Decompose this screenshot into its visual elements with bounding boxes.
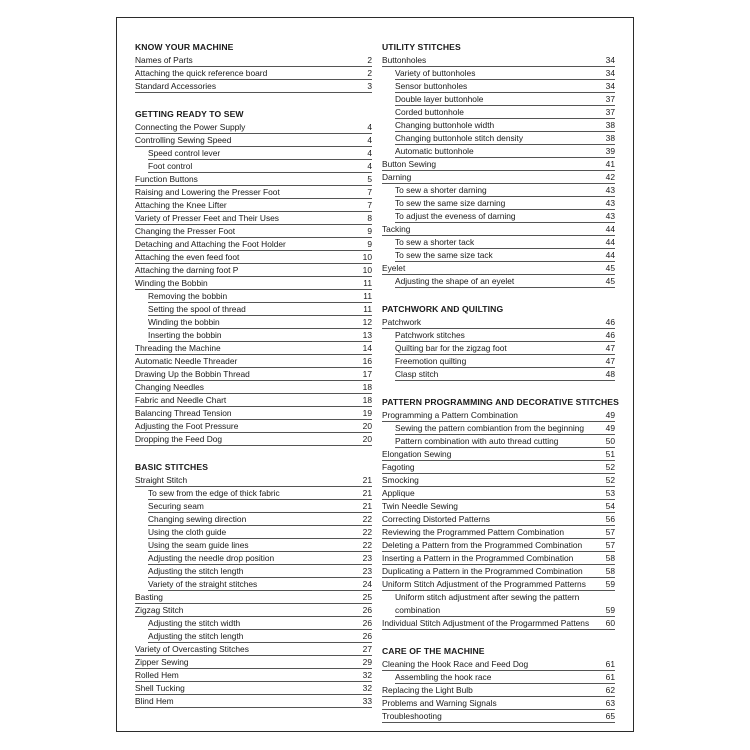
toc-page <box>116 17 634 732</box>
toc-entry-page-number: 49 <box>605 410 615 420</box>
toc-entry-title: Reviewing the Programmed Pattern Combination <box>382 527 565 537</box>
toc-entry-page-number: 2 <box>367 68 372 78</box>
toc-entry <box>382 578 615 591</box>
section-heading: CARE OF THE MACHINE <box>382 646 485 656</box>
toc-entry <box>148 565 372 578</box>
toc-entry <box>135 433 372 446</box>
toc-entry-title: Corded buttonhole <box>395 107 464 117</box>
toc-entry <box>148 526 372 539</box>
toc-entry-page-number: 29 <box>362 657 372 667</box>
toc-entry-page-number: 4 <box>367 122 372 132</box>
toc-entry <box>135 199 372 212</box>
toc-entry-page-number: 20 <box>362 421 372 431</box>
toc-entry <box>135 643 372 656</box>
toc-entry-title: Foot control <box>148 161 193 171</box>
toc-left-column <box>135 41 372 723</box>
toc-entry-page-number: 38 <box>605 120 615 130</box>
toc-entry-page-number: 46 <box>605 317 615 327</box>
toc-entry <box>395 329 615 342</box>
toc-entry-page-number: 52 <box>605 462 615 472</box>
toc-entry-title: Basting <box>135 592 163 602</box>
toc-entry-title: Straight Stitch <box>135 475 188 485</box>
toc-entry-title: To sew a shorter tack <box>395 237 475 247</box>
toc-entry-page-number: 9 <box>367 239 372 249</box>
toc-entry <box>382 474 615 487</box>
toc-entry-title: Drawing Up the Bobbin Thread <box>135 369 250 379</box>
toc-entry <box>382 552 615 565</box>
toc-entry <box>148 303 372 316</box>
toc-entry-page-number: 53 <box>605 488 615 498</box>
toc-entry <box>148 147 372 160</box>
toc-entry-page-number: 26 <box>362 618 372 628</box>
toc-entry <box>135 420 372 433</box>
toc-entry <box>395 197 615 210</box>
toc-entry-page-number: 44 <box>605 250 615 260</box>
toc-entry-title: Cleaning the Hook Race and Feed Dog <box>382 659 529 669</box>
toc-entry-title: Duplicating a Pattern in the Programmed Combination <box>382 566 583 576</box>
toc-entry-page-number: 50 <box>605 436 615 446</box>
toc-section-basic-stitches <box>135 461 372 708</box>
toc-section-patchwork-and-quilting <box>382 303 615 381</box>
toc-entry <box>135 225 372 238</box>
toc-entry <box>395 184 615 197</box>
toc-entry <box>135 251 372 264</box>
toc-entry-title: Setting the spool of thread <box>148 304 246 314</box>
toc-entry-title: Using the seam guide lines <box>148 540 249 550</box>
toc-entry-page-number: 65 <box>605 711 615 721</box>
toc-section-know-your-machine <box>135 41 372 93</box>
toc-entry <box>382 316 615 329</box>
toc-entry-title: Speed control lever <box>148 148 221 158</box>
toc-entry-page-number: 51 <box>605 449 615 459</box>
toc-entry <box>148 617 372 630</box>
toc-entry-title: Rolled Hem <box>135 670 179 680</box>
toc-entry-page-number: 8 <box>367 213 372 223</box>
toc-entry-page-number: 17 <box>362 369 372 379</box>
toc-entry <box>135 277 372 290</box>
toc-entry-page-number: 38 <box>605 133 615 143</box>
toc-entry-title: Patchwork <box>382 317 422 327</box>
toc-entry <box>148 500 372 513</box>
toc-entry-page-number: 16 <box>362 356 372 366</box>
toc-entry-title: Using the cloth guide <box>148 527 227 537</box>
toc-entry-page-number: 58 <box>605 566 615 576</box>
toc-entry-page-number: 48 <box>605 369 615 379</box>
toc-entry-page-number: 21 <box>362 501 372 511</box>
toc-entry-page-number: 22 <box>362 540 372 550</box>
toc-entry-page-number: 52 <box>605 475 615 485</box>
toc-entry-page-number: 44 <box>605 224 615 234</box>
toc-entry <box>135 134 372 147</box>
toc-entry-page-number: 11 <box>363 278 372 288</box>
toc-entry-title: Fabric and Needle Chart <box>135 395 227 405</box>
toc-entry <box>395 67 615 80</box>
toc-entry <box>135 604 372 617</box>
toc-entry-title: Patchwork stitches <box>395 330 465 340</box>
toc-entry-title: Adjusting the stitch length <box>148 631 244 641</box>
toc-entry <box>395 145 615 158</box>
toc-entry <box>382 158 615 171</box>
toc-entry-page-number: 11 <box>363 304 372 314</box>
toc-entry-title: Smocking <box>382 475 419 485</box>
toc-entry-page-number: 18 <box>362 395 372 405</box>
toc-entry-page-number: 54 <box>605 501 615 511</box>
toc-entry-title: Attaching the Knee Lifter <box>135 200 227 210</box>
toc-entry-title: Securing seam <box>148 501 204 511</box>
toc-entry-page-number: 21 <box>362 475 372 485</box>
toc-entry-title: To sew a shorter darning <box>395 185 487 195</box>
toc-entry <box>135 368 372 381</box>
toc-entry-title: Elongation Sewing <box>382 449 452 459</box>
toc-entry-title: Zipper Sewing <box>135 657 189 667</box>
toc-entry-title: Threading the Machine <box>135 343 221 353</box>
toc-entry-page-number: 21 <box>362 488 372 498</box>
toc-entry-page-number: 45 <box>605 276 615 286</box>
toc-entry <box>382 684 615 697</box>
toc-entry <box>135 407 372 420</box>
toc-entry-title: Adjusting the shape of an eyelet <box>395 276 515 286</box>
toc-entry <box>135 355 372 368</box>
toc-entry-page-number: 9 <box>367 226 372 236</box>
toc-entry-title: Adjusting the Foot Pressure <box>135 421 239 431</box>
toc-entry-title: Button Sewing <box>382 159 437 169</box>
toc-entry-title: combination <box>395 605 441 615</box>
toc-entry <box>382 526 615 539</box>
toc-entry <box>135 591 372 604</box>
toc-entry <box>382 500 615 513</box>
toc-entry-page-number: 47 <box>605 356 615 366</box>
toc-section-pattern-programming-and-decorative-stitches <box>382 396 619 630</box>
toc-entry <box>395 671 615 684</box>
toc-entry-page-number: 4 <box>367 135 372 145</box>
toc-right-column <box>382 41 619 738</box>
toc-entry-title: Changing the Presser Foot <box>135 226 236 236</box>
toc-entry-page-number: 49 <box>605 423 615 433</box>
toc-entry <box>382 513 615 526</box>
toc-entry-title: Sensor buttonholes <box>395 81 468 91</box>
section-heading: BASIC STITCHES <box>135 462 209 472</box>
toc-entry <box>382 262 615 275</box>
toc-entry-page-number: 44 <box>605 237 615 247</box>
toc-entry <box>395 368 615 381</box>
toc-entry-title: Deleting a Pattern from the Programmed Combination <box>382 540 583 550</box>
toc-entry <box>148 329 372 342</box>
toc-entry-title: Attaching the even feed foot <box>135 252 240 262</box>
toc-entry-page-number: 34 <box>605 81 615 91</box>
toc-entry-page-number: 19 <box>362 408 372 418</box>
toc-entry <box>148 160 372 173</box>
toc-entry-page-number: 32 <box>362 683 372 693</box>
toc-entry-title: Quilting bar for the zigzag foot <box>395 343 507 353</box>
toc-entry-title: Changing sewing direction <box>148 514 247 524</box>
toc-entry <box>395 604 615 617</box>
toc-entry <box>395 355 615 368</box>
toc-entry <box>382 223 615 236</box>
section-heading: PATTERN PROGRAMMING AND DECORATIVE STITCHES <box>382 397 619 407</box>
toc-entry <box>395 591 615 604</box>
toc-entry-title: Uniform stitch adjustment after sewing the pattern <box>395 592 580 602</box>
toc-entry-page-number: 33 <box>362 696 372 706</box>
toc-entry-page-number: 7 <box>367 200 372 210</box>
toc-entry <box>135 695 372 708</box>
toc-entry-title: Buttonholes <box>382 55 427 65</box>
toc-entry-title: Connecting the Power Supply <box>135 122 246 132</box>
toc-entry-title: Automatic buttonhole <box>395 146 474 156</box>
toc-entry-title: Attaching the quick reference board <box>135 68 268 78</box>
toc-entry-page-number: 34 <box>605 68 615 78</box>
toc-entry <box>382 617 615 630</box>
toc-entry <box>148 552 372 565</box>
toc-entry <box>382 697 615 710</box>
toc-entry-title: Eyelet <box>382 263 406 273</box>
toc-entry-page-number: 13 <box>362 330 372 340</box>
toc-entry-title: Individual Stitch Adjustment of the Progarmmed Pattens <box>382 618 590 628</box>
section-heading: UTILITY STITCHES <box>382 42 461 52</box>
toc-entry-page-number: 20 <box>362 434 372 444</box>
toc-entry <box>148 630 372 643</box>
toc-entry-page-number: 61 <box>605 672 615 682</box>
toc-entry-title: Removing the bobbin <box>148 291 228 301</box>
toc-entry <box>135 381 372 394</box>
toc-entry <box>148 539 372 552</box>
section-heading: KNOW YOUR MACHINE <box>135 42 234 52</box>
toc-entry <box>395 93 615 106</box>
toc-entry <box>135 238 372 251</box>
toc-entry <box>148 290 372 303</box>
toc-entry-title: Double layer buttonhole <box>395 94 484 104</box>
toc-entry-title: Adjusting the needle drop position <box>148 553 275 563</box>
section-heading: PATCHWORK AND QUILTING <box>382 304 504 314</box>
toc-entry <box>382 487 615 500</box>
toc-entry <box>395 210 615 223</box>
toc-entry-page-number: 37 <box>605 94 615 104</box>
toc-entry-title: Freemotion quilting <box>395 356 467 366</box>
toc-entry <box>135 264 372 277</box>
toc-entry-title: Automatic Needle Threader <box>135 356 238 366</box>
toc-entry-title: To sew the same size tack <box>395 250 493 260</box>
toc-entry-title: Inserting a Pattern in the Programmed Combination <box>382 553 574 563</box>
toc-entry <box>382 658 615 671</box>
toc-entry-page-number: 23 <box>362 566 372 576</box>
toc-entry-page-number: 10 <box>362 252 372 262</box>
toc-entry-page-number: 57 <box>605 527 615 537</box>
toc-entry <box>395 422 615 435</box>
toc-entry-page-number: 11 <box>363 291 372 301</box>
toc-entry-title: Adjusting the stitch length <box>148 566 244 576</box>
toc-section-utility-stitches <box>382 41 615 288</box>
toc-entry-page-number: 32 <box>362 670 372 680</box>
toc-entry-page-number: 47 <box>605 343 615 353</box>
toc-entry <box>135 212 372 225</box>
toc-entry-title: Problems and Warning Signals <box>382 698 497 708</box>
toc-entry-page-number: 42 <box>605 172 615 182</box>
toc-entry <box>135 173 372 186</box>
toc-entry-page-number: 4 <box>367 161 372 171</box>
toc-entry-title: Winding the Bobbin <box>135 278 208 288</box>
toc-entry-page-number: 22 <box>362 514 372 524</box>
toc-entry <box>135 80 372 93</box>
toc-entry-page-number: 27 <box>362 644 372 654</box>
toc-entry-page-number: 61 <box>605 659 615 669</box>
toc-entry-title: Dropping the Feed Dog <box>135 434 223 444</box>
toc-entry-title: Variety of Presser Feet and Their Uses <box>135 213 279 223</box>
toc-entry-page-number: 25 <box>362 592 372 602</box>
toc-entry-page-number: 22 <box>362 527 372 537</box>
section-heading: GETTING READY TO SEW <box>135 109 244 119</box>
toc-entry-page-number: 34 <box>605 55 615 65</box>
toc-entry-page-number: 5 <box>367 174 372 184</box>
toc-entry <box>135 67 372 80</box>
toc-entry-title: Variety of the straight stitches <box>148 579 258 589</box>
toc-entry-title: Variety of buttonholes <box>395 68 476 78</box>
toc-entry <box>395 249 615 262</box>
toc-entry-page-number: 60 <box>605 618 615 628</box>
toc-entry-title: Attaching the darning foot P <box>135 265 239 275</box>
toc-entry-title: Changing buttonhole width <box>395 120 495 130</box>
toc-entry-title: Standard Accessories <box>135 81 217 91</box>
toc-entry-title: Changing buttonhole stitch density <box>395 133 524 143</box>
toc-entry-title: Sewing the pattern combiantion from the beginning <box>395 423 585 433</box>
toc-entry-page-number: 46 <box>605 330 615 340</box>
toc-entry <box>135 342 372 355</box>
toc-entry <box>395 106 615 119</box>
toc-entry <box>135 121 372 134</box>
toc-entry-title: Adjusting the stitch width <box>148 618 241 628</box>
toc-entry <box>148 487 372 500</box>
toc-entry <box>382 539 615 552</box>
toc-entry-title: Assembling the hook race <box>395 672 492 682</box>
toc-entry-page-number: 10 <box>362 265 372 275</box>
toc-entry <box>382 54 615 67</box>
toc-entry-page-number: 39 <box>605 146 615 156</box>
toc-entry-page-number: 26 <box>362 605 372 615</box>
toc-entry-title: Tacking <box>382 224 411 234</box>
toc-entry <box>148 578 372 591</box>
toc-entry-page-number: 62 <box>605 685 615 695</box>
toc-entry-page-number: 56 <box>605 514 615 524</box>
toc-entry <box>382 710 615 723</box>
toc-entry-page-number: 43 <box>605 198 615 208</box>
toc-entry-title: To sew the same size darning <box>395 198 506 208</box>
toc-entry-title: Clasp stitch <box>395 369 439 379</box>
toc-entry <box>382 565 615 578</box>
toc-entry-page-number: 43 <box>605 185 615 195</box>
toc-entry-title: Winding the bobbin <box>148 317 220 327</box>
toc-entry-title: Uniform Stitch Adjustment of the Programmed Patterns <box>382 579 586 589</box>
toc-entry-title: Fagoting <box>382 462 415 472</box>
toc-entry-page-number: 59 <box>605 605 615 615</box>
toc-entry-page-number: 59 <box>605 579 615 589</box>
toc-entry <box>395 342 615 355</box>
toc-section-care-of-the-machine <box>382 645 615 723</box>
toc-entry-title: Twin Needle Sewing <box>382 501 458 511</box>
toc-entry-page-number: 26 <box>362 631 372 641</box>
toc-entry-page-number: 4 <box>367 148 372 158</box>
toc-entry <box>135 669 372 682</box>
toc-entry-title: Programming a Pattern Combination <box>382 410 518 420</box>
toc-entry-page-number: 45 <box>605 263 615 273</box>
toc-entry <box>395 119 615 132</box>
toc-entry-title: Replacing the Light Bulb <box>382 685 473 695</box>
toc-entry-title: Troubleshooting <box>382 711 442 721</box>
toc-entry-page-number: 63 <box>605 698 615 708</box>
toc-entry-page-number: 3 <box>367 81 372 91</box>
toc-entry <box>382 171 615 184</box>
toc-entry-title: Applique <box>382 488 415 498</box>
toc-entry <box>395 435 615 448</box>
toc-entry <box>148 316 372 329</box>
toc-section-getting-ready-to-sew <box>135 108 372 446</box>
toc-entry-page-number: 24 <box>362 579 372 589</box>
toc-entry-title: Controlling Sewing Speed <box>135 135 232 145</box>
toc-entry <box>148 513 372 526</box>
toc-entry-title: To adjust the eveness of darning <box>395 211 516 221</box>
toc-entry <box>395 236 615 249</box>
toc-entry <box>135 682 372 695</box>
toc-entry-title: To sew from the edge of thick fabric <box>148 488 280 498</box>
toc-entry <box>395 132 615 145</box>
toc-entry <box>382 448 615 461</box>
toc-entry-page-number: 43 <box>605 211 615 221</box>
toc-entry-title: Inserting the bobbin <box>148 330 222 340</box>
toc-entry <box>382 409 615 422</box>
toc-entry-title: Names of Parts <box>135 55 193 65</box>
toc-entry-title: Correcting Distorted Patterns <box>382 514 490 524</box>
toc-entry-title: Blind Hem <box>135 696 174 706</box>
toc-entry-title: Zigzag Stitch <box>135 605 184 615</box>
toc-entry-title: Variety of Overcasting Stitches <box>135 644 249 654</box>
toc-entry-page-number: 12 <box>362 317 372 327</box>
toc-entry-page-number: 18 <box>362 382 372 392</box>
toc-entry <box>135 656 372 669</box>
toc-entry-title: Balancing Thread Tension <box>135 408 232 418</box>
toc-entry <box>135 186 372 199</box>
toc-entry-title: Darning <box>382 172 412 182</box>
toc-entry <box>135 54 372 67</box>
toc-entry <box>395 80 615 93</box>
toc-entry-title: Function Buttons <box>135 174 198 184</box>
toc-entry-page-number: 7 <box>367 187 372 197</box>
toc-entry-title: Pattern combination with auto thread cutting <box>395 436 559 446</box>
toc-entry-page-number: 23 <box>362 553 372 563</box>
toc-entry-title: Shell Tucking <box>135 683 185 693</box>
toc-entry <box>135 474 372 487</box>
toc-entry-page-number: 14 <box>362 343 372 353</box>
toc-entry-title: Raising and Lowering the Presser Foot <box>135 187 280 197</box>
toc-entry <box>135 394 372 407</box>
toc-entry-page-number: 2 <box>367 55 372 65</box>
toc-entry-title: Changing Needles <box>135 382 204 392</box>
toc-entry-page-number: 37 <box>605 107 615 117</box>
toc-entry <box>382 461 615 474</box>
toc-entry-page-number: 41 <box>605 159 615 169</box>
toc-entry-page-number: 57 <box>605 540 615 550</box>
toc-entry-page-number: 58 <box>605 553 615 563</box>
toc-entry <box>395 275 615 288</box>
toc-entry-title: Detaching and Attaching the Foot Holder <box>135 239 286 249</box>
